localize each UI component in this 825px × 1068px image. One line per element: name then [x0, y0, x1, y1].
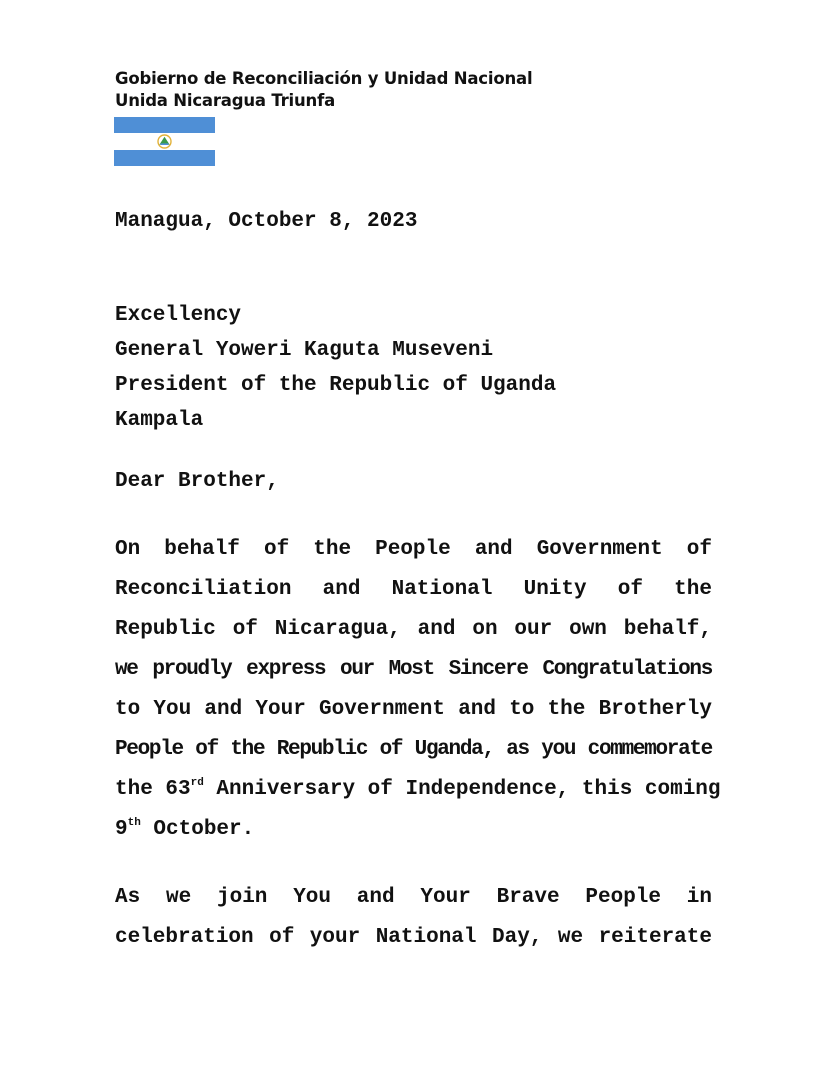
paragraph-line: Reconciliation and National Unity of the: [115, 578, 712, 601]
nicaragua-flag-icon: [114, 117, 215, 166]
paragraph-line: to You and Your Government and to the Brotherly: [115, 698, 712, 721]
addressee-title: Excellency: [115, 304, 242, 327]
letter-date: Managua, October 8, 2023: [115, 210, 418, 233]
ordinal-suffix: th: [127, 817, 141, 829]
paragraph-celebration: [115, 878, 712, 958]
line-text: October.: [140, 818, 255, 841]
letterhead: [115, 68, 532, 112]
salutation: Dear Brother,: [115, 470, 279, 493]
paragraph-line: celebration of your National Day, we reiterate: [115, 926, 712, 949]
paragraph-line: we proudly express our Most Sincere Congratulations: [115, 658, 712, 681]
paragraph-line: Republic of Nicaragua, and on our own behalf,: [115, 618, 712, 641]
addressee-block: [115, 298, 556, 438]
paragraph-line: [115, 810, 712, 850]
paragraph-line: On behalf of the People and Government of: [115, 538, 712, 561]
letterhead-government-name: Gobierno de Reconciliación y Unidad Nacional: [115, 69, 533, 88]
paragraph-line: People of the Republic of Uganda, as you commemorate: [115, 738, 712, 761]
letterhead-slogan: Unida Nicaragua Triunfa: [115, 91, 336, 110]
ordinal-suffix: rd: [190, 777, 204, 789]
line-text: the 63: [115, 778, 191, 801]
paragraph-congratulations: [115, 530, 721, 850]
line-text: 9: [115, 818, 128, 841]
line-text: Anniversary of Independence, this coming: [203, 778, 721, 801]
paragraph-line: [115, 770, 721, 810]
paragraph-line: As we join You and Your Brave People in: [115, 886, 712, 909]
flag-bottom-stripe: [114, 150, 215, 166]
addressee-city: Kampala: [115, 409, 204, 432]
flag-top-stripe: [114, 117, 215, 133]
addressee-name: General Yoweri Kaguta Museveni: [115, 339, 494, 362]
addressee-position: President of the Republic of Uganda: [115, 374, 557, 397]
